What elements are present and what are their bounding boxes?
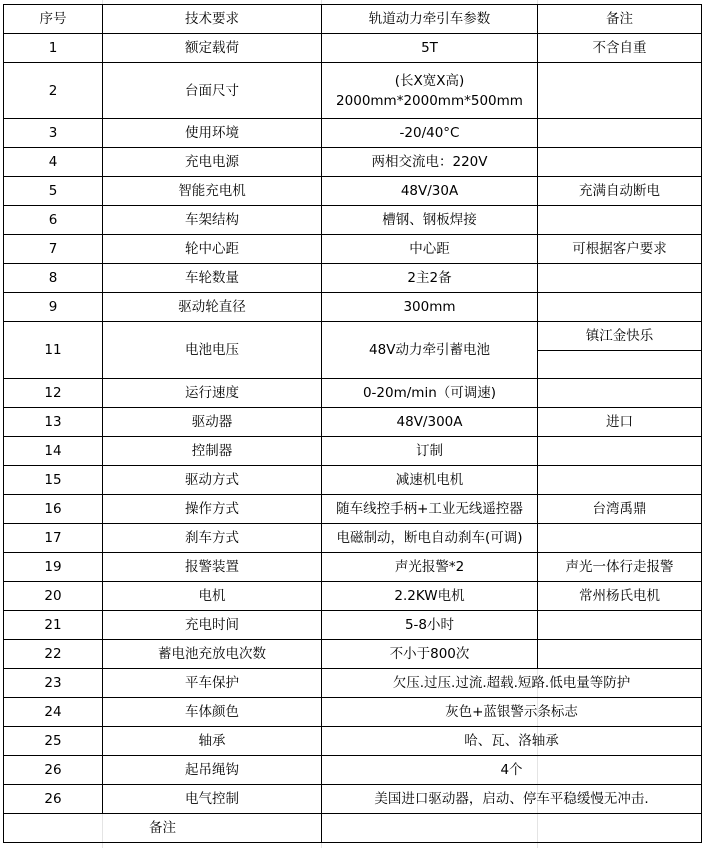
row-item: 充电时间 (103, 611, 322, 640)
table-row (4, 495, 702, 524)
table-row (4, 785, 702, 814)
row-value (322, 63, 538, 119)
row-number: 23 (4, 669, 103, 698)
header-row (4, 5, 702, 34)
row-item: 起吊绳钩 (103, 756, 322, 785)
row-note: 进口 (538, 408, 702, 437)
row-note: 充满自动断电 (538, 177, 702, 206)
table-row (4, 466, 702, 495)
table-row (4, 34, 702, 63)
table-row (4, 177, 702, 206)
row-item: 额定载荷 (103, 34, 322, 63)
footer-label: 备注 (4, 814, 322, 843)
row-number: 19 (4, 553, 103, 582)
table-row (4, 206, 702, 235)
row-note (538, 293, 702, 322)
row-item: 控制器 (103, 437, 322, 466)
row-item: 充电电源 (103, 148, 322, 177)
row-item: 轮中心距 (103, 235, 322, 264)
row-number: 5 (4, 177, 103, 206)
row-number: 3 (4, 119, 103, 148)
table-row (4, 119, 702, 148)
row-value: 随车线控手柄+工业无线遥控器 (322, 495, 538, 524)
table-row (4, 756, 702, 785)
row-item: 操作方式 (103, 495, 322, 524)
row-number: 14 (4, 437, 103, 466)
row-value: 哈、瓦、洛轴承 (322, 727, 702, 756)
row-value: 声光报警*2 (322, 553, 538, 582)
table-row (4, 698, 702, 727)
row-note (538, 119, 702, 148)
row-note: 镇江金快乐 (538, 322, 702, 351)
row-note: 不含自重 (538, 34, 702, 63)
table-row (4, 611, 702, 640)
row-note (538, 437, 702, 466)
row-note: 可根据客户要求 (538, 235, 702, 264)
table-row (4, 524, 702, 553)
row-note (538, 351, 702, 379)
row-value: 减速机电机 (322, 466, 538, 495)
row-number: 1 (4, 34, 103, 63)
row-value: -20/40°C (322, 119, 538, 148)
row-note: 台湾禹鼎 (538, 495, 702, 524)
row-number: 17 (4, 524, 103, 553)
row-value: 灰色+蓝银警示条标志 (322, 698, 702, 727)
row-number: 21 (4, 611, 103, 640)
table-row (4, 640, 702, 669)
table-row (4, 264, 702, 293)
row-number: 12 (4, 379, 103, 408)
row-note (538, 611, 702, 640)
value-line: (长X宽X高) (394, 72, 465, 89)
row-number: 13 (4, 408, 103, 437)
row-value: 48V动力牵引蓄电池 (322, 322, 538, 379)
row-value: 订制 (322, 437, 538, 466)
row-item: 车轮数量 (103, 264, 322, 293)
row-number: 24 (4, 698, 103, 727)
row-item: 台面尺寸 (103, 63, 322, 119)
row-number: 26 (4, 756, 103, 785)
row-item: 驱动器 (103, 408, 322, 437)
row-item: 轴承 (103, 727, 322, 756)
header-no: 序号 (4, 5, 103, 34)
row-item: 电池电压 (103, 322, 322, 379)
row-value: 美国进口驱动器，启动、停车平稳缓慢无冲击. (322, 785, 702, 814)
row-number: 9 (4, 293, 103, 322)
row-number: 7 (4, 235, 103, 264)
row-number: 4 (4, 148, 103, 177)
row-item: 驱动轮直径 (103, 293, 322, 322)
table-row (4, 553, 702, 582)
row-note (538, 640, 702, 669)
row-note (538, 63, 702, 119)
row-number: 11 (4, 322, 103, 379)
row-item: 驱动方式 (103, 466, 322, 495)
row-number: 16 (4, 495, 103, 524)
row-item: 车体颜色 (103, 698, 322, 727)
row-value: 2.2KW电机 (322, 582, 538, 611)
row-item: 电机 (103, 582, 322, 611)
table-row (4, 148, 702, 177)
table-row (4, 293, 702, 322)
row-value: 电磁制动，断电自动刹车(可调) (322, 524, 538, 553)
header-item: 技术要求 (103, 5, 322, 34)
header-note: 备注 (538, 5, 702, 34)
table-row (4, 437, 702, 466)
row-value: 5T (322, 34, 538, 63)
row-number: 6 (4, 206, 103, 235)
row-value: 48V/300A (322, 408, 538, 437)
row-note (538, 264, 702, 293)
table-row (4, 235, 702, 264)
row-item: 蓄电池充放电次数 (103, 640, 322, 669)
row-item: 报警装置 (103, 553, 322, 582)
table-row (4, 408, 702, 437)
table-row (4, 63, 702, 119)
table-row (4, 727, 702, 756)
row-value: 中心距 (322, 235, 538, 264)
row-number: 22 (4, 640, 103, 669)
row-item: 刹车方式 (103, 524, 322, 553)
row-note: 声光一体行走报警 (538, 553, 702, 582)
row-value: 48V/30A (322, 177, 538, 206)
row-item: 运行速度 (103, 379, 322, 408)
row-value: 欠压.过压.过流.超载.短路.低电量等防护 (322, 669, 702, 698)
row-value: 2主2备 (322, 264, 538, 293)
row-note (538, 148, 702, 177)
row-item: 车架结构 (103, 206, 322, 235)
table-row (4, 669, 702, 698)
row-number: 2 (4, 63, 103, 119)
row-note (538, 524, 702, 553)
spec-table (3, 4, 702, 843)
row-value: 300mm (322, 293, 538, 322)
row-value: 0-20m/min（可调速) (322, 379, 538, 408)
row-number: 8 (4, 264, 103, 293)
row-number: 15 (4, 466, 103, 495)
row-note (538, 379, 702, 408)
footer-row (4, 814, 702, 843)
row-number: 20 (4, 582, 103, 611)
row-value: 两相交流电：220V (322, 148, 538, 177)
row-note: 常州杨氏电机 (538, 582, 702, 611)
row-item: 平车保护 (103, 669, 322, 698)
row-note (538, 466, 702, 495)
row-value: 不小于800次 (322, 640, 538, 669)
value-line: 2000mm*2000mm*500mm (336, 92, 523, 109)
table-row (4, 379, 702, 408)
row-value: 5-8小时 (322, 611, 538, 640)
footer-value (322, 814, 702, 843)
table-row (4, 582, 702, 611)
row-item: 智能充电机 (103, 177, 322, 206)
table-row (4, 322, 702, 351)
row-number: 26 (4, 785, 103, 814)
row-item: 电气控制 (103, 785, 322, 814)
row-value: 4个 (322, 756, 702, 785)
row-item: 使用环境 (103, 119, 322, 148)
row-value: 槽钢、钢板焊接 (322, 206, 538, 235)
row-note (538, 206, 702, 235)
row-number: 25 (4, 727, 103, 756)
header-value: 轨道动力牵引车参数 (322, 5, 538, 34)
